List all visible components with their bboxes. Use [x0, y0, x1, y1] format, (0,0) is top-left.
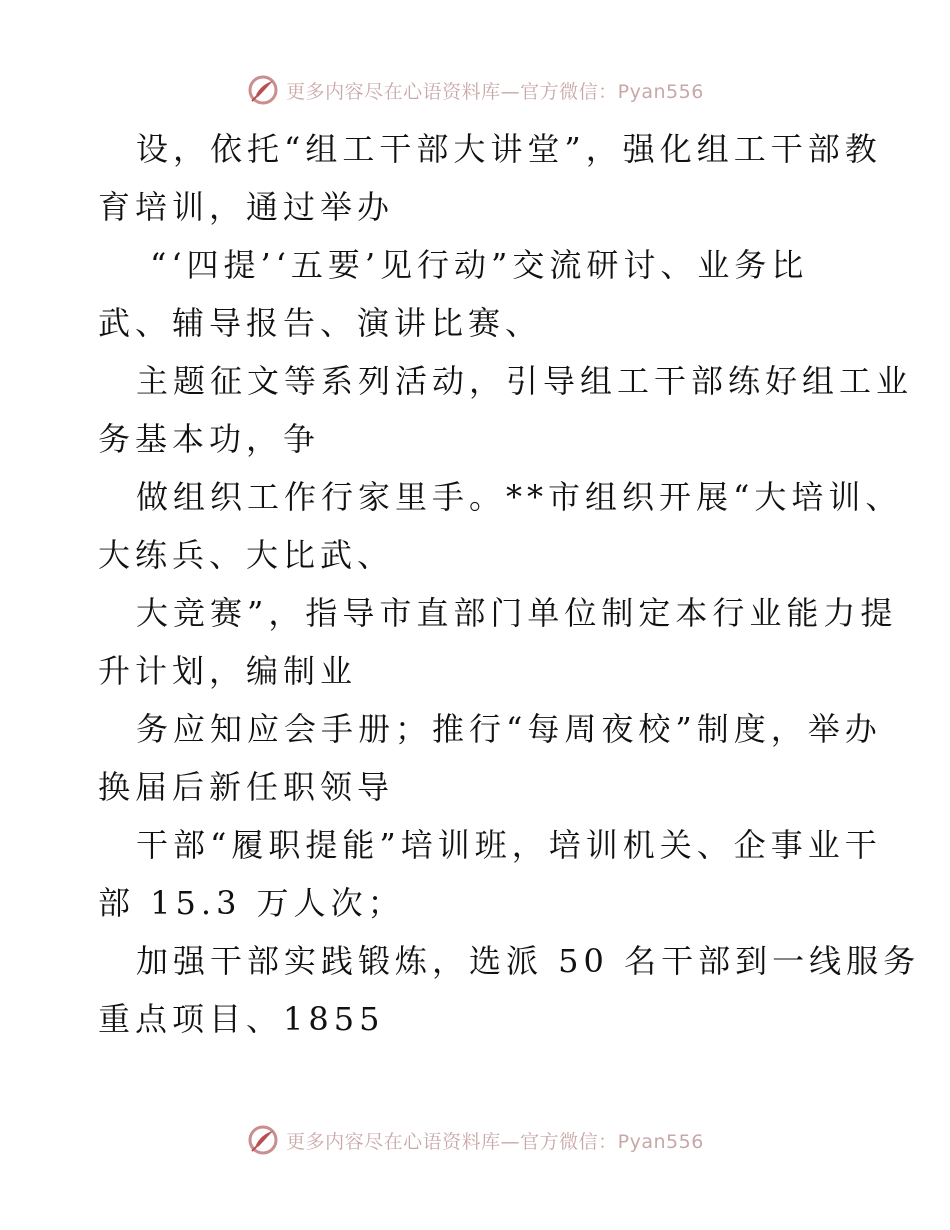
- body-line: 务应知应会手册；推行“每周夜校”制度，举办: [136, 710, 882, 748]
- footer-banner: [0, 1120, 950, 1160]
- body-line: 设，依托“组工干部大讲堂”，强化组工干部教: [136, 130, 882, 168]
- body-line: 换届后新任职领导: [98, 768, 395, 806]
- document-body: [98, 120, 921, 1048]
- body-line: 加强干部实践锻炼，选派 50 名干部到一线服务: [136, 942, 921, 980]
- header-banner: [0, 70, 950, 110]
- body-line: 做组织工作行家里手。**市组织开展“大培训、: [136, 478, 903, 516]
- body-line: 干部“履职提能”培训班，培训机关、企事业干: [136, 826, 882, 864]
- body-line: “‘四提’‘五要’见行动”交流研讨、业务比: [150, 246, 809, 284]
- quill-heart-logo-icon: [246, 1123, 280, 1157]
- body-line: 务基本功，争: [98, 420, 321, 458]
- body-line: 大竞赛”，指导市直部门单位制定本行业能力提: [136, 594, 898, 632]
- header-banner-text: 更多内容尽在心语资料库—官方微信：Pyan556: [286, 80, 704, 103]
- body-line: 主题征文等系列活动，引导组工干部练好组工业: [136, 362, 914, 400]
- body-line: 育培训，通过举办: [98, 188, 395, 226]
- body-line: 升计划，编制业: [98, 652, 358, 690]
- body-line: 部 15.3 万人次；: [98, 884, 405, 922]
- body-line: 大练兵、大比武、: [98, 536, 395, 574]
- body-line: 重点项目、1855: [98, 1000, 385, 1038]
- quill-heart-logo-icon: [246, 73, 280, 107]
- body-line: 武、辅导报告、演讲比赛、: [98, 304, 543, 342]
- footer-banner-text: 更多内容尽在心语资料库—官方微信：Pyan556: [286, 1130, 704, 1153]
